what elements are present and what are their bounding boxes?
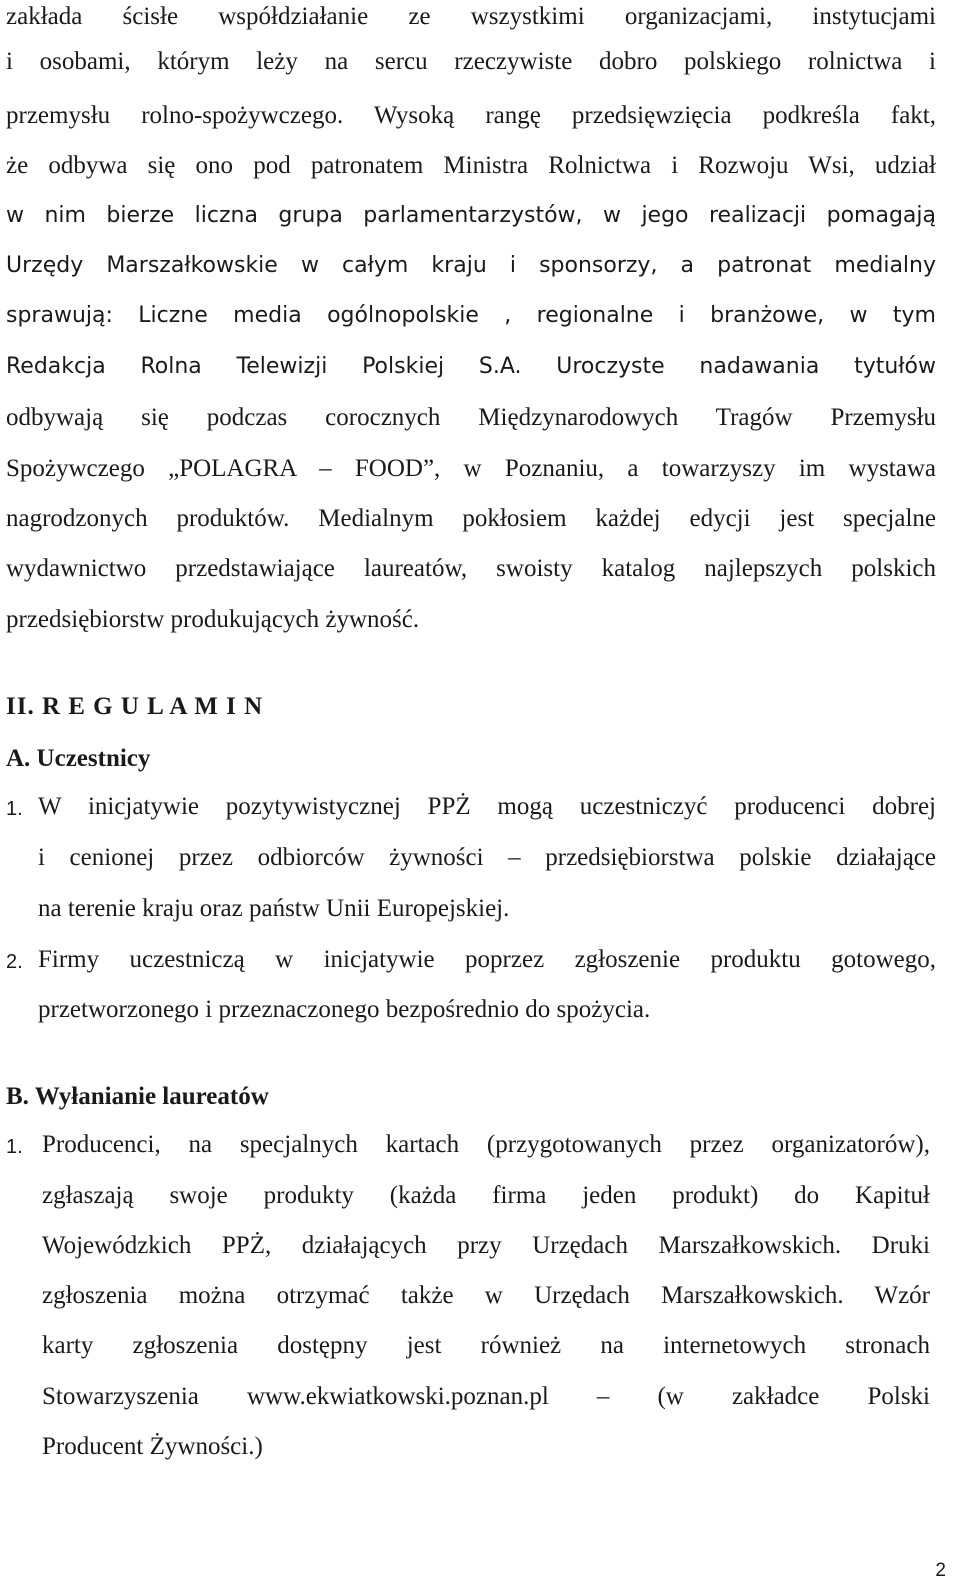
text-line: w nim bierze liczna grupa parlamentarzystów, w jego realizacji pomagają — [6, 203, 936, 228]
text-line: odbywają się podczas corocznych Międzynarodowych Tragów Przemysłu — [6, 404, 936, 431]
list-item-line: na terenie kraju oraz państw Unii Europejskiej. — [38, 895, 510, 922]
section-title: II. R E G U L A M I N — [6, 693, 264, 720]
text-line: Redakcja Rolna Telewizji Polskiej S.A. Uroczyste nadawania tytułów — [6, 354, 936, 379]
list-item-line: Producent Żywności.) — [42, 1433, 263, 1460]
text-line: przedsiębiorstw produkujących żywność. — [6, 606, 420, 633]
part-b-heading: B. Wyłanianie laureatów — [6, 1083, 269, 1110]
list-item-line: W inicjatywie pozytywistycznej PPŻ mogą uczestniczyć producenci dobrej — [38, 793, 936, 820]
text-line: Spożywczego „POLAGRA – FOOD”, w Poznaniu, a towarzyszy im wystawa — [6, 455, 936, 482]
list-item-line: przetworzonego i przeznaczonego bezpośrednio do spożycia. — [38, 996, 651, 1023]
list-item-line: Wojewódzkich PPŻ, działających przy Urzędach Marszałkowskich. Druki — [42, 1232, 930, 1259]
list-item-line: Stowarzyszenia www.ekwiatkowski.poznan.pl – (w zakładce Polski — [42, 1383, 930, 1410]
text-line: przemysłu rolno-spożywczego. Wysoką rangę przedsięwzięcia podkreśla fakt, — [6, 102, 936, 129]
list-item-number: 2. — [6, 951, 23, 973]
text-line: Urzędy Marszałkowskie w całym kraju i sponsorzy, a patronat medialny — [6, 253, 936, 278]
page-number: 2 — [935, 1560, 946, 1581]
list-item-number: 1. — [6, 798, 23, 820]
list-item-line: Firmy uczestniczą w inicjatywie poprzez zgłoszenie produktu gotowego, — [38, 946, 936, 973]
text-line: że odbywa się ono pod patronatem Ministra Rolnictwa i Rozwoju Wsi, udział — [6, 152, 936, 179]
list-item-line: Producenci, na specjalnych kartach (przygotowanych przez organizatorów), — [42, 1131, 930, 1158]
list-item-line: zgłaszają swoje produkty (każda firma jeden produkt) do Kapituł — [42, 1182, 930, 1209]
list-item-line: karty zgłoszenia dostępny jest również na internetowych stronach — [42, 1332, 930, 1359]
list-item-line: zgłoszenia można otrzymać także w Urzędach Marszałkowskich. Wzór — [42, 1282, 930, 1309]
text-line: nagrodzonych produktów. Medialnym pokłosiem każdej edycji jest specjalne — [6, 505, 936, 532]
text-line: i osobami, którym leży na sercu rzeczywiste dobro polskiego rolnictwa i — [6, 48, 936, 75]
text-line: zakłada ścisłe współdziałanie ze wszystkimi organizacjami, instytucjami — [6, 3, 936, 30]
text-line: sprawują: Liczne media ogólnopolskie , regionalne i branżowe, w tym — [6, 303, 936, 328]
text-line: wydawnictwo przedstawiające laureatów, swoisty katalog najlepszych polskich — [6, 555, 936, 582]
list-item-number: 1. — [6, 1136, 23, 1158]
part-a-heading: A. Uczestnicy — [6, 745, 151, 772]
list-item-line: i cenionej przez odbiorców żywności – przedsiębiorstwa polskie działające — [38, 844, 936, 871]
